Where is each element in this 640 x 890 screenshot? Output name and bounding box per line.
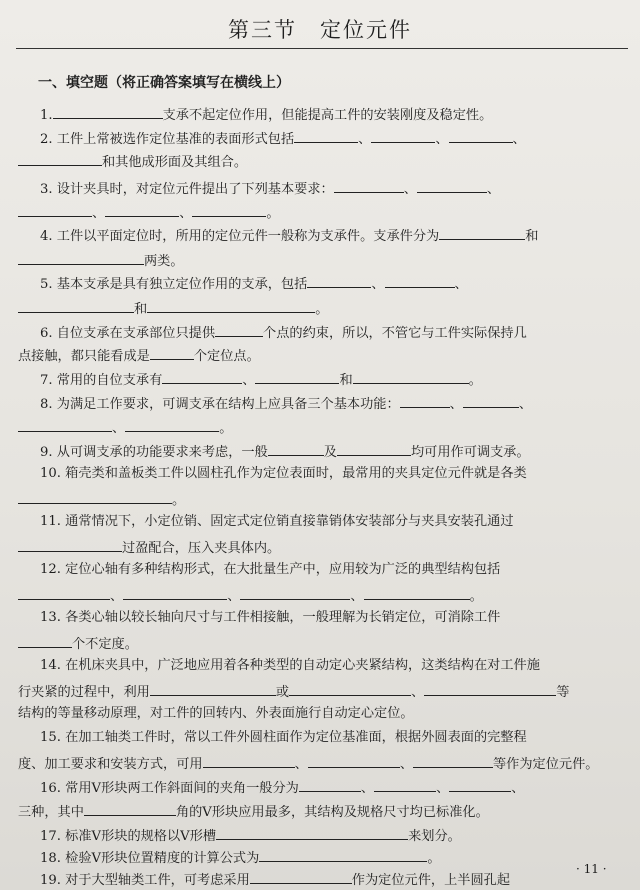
- question-text: 15. 在加工轴类工件时，常以工件外圆柱面作为定位基准面，根据外圆表面的完整程: [40, 730, 527, 745]
- answer-blank[interactable]: [289, 680, 411, 696]
- question-text: 、: [512, 132, 526, 147]
- question-line: [18, 201, 280, 224]
- answer-blank[interactable]: [255, 368, 339, 384]
- question-line: [40, 824, 461, 847]
- question-line: [40, 177, 500, 200]
- question-text: 个定位点。: [193, 349, 260, 364]
- answer-blank[interactable]: [337, 440, 411, 456]
- answer-blank[interactable]: [147, 297, 315, 313]
- question-text: 、: [399, 757, 413, 772]
- answer-blank[interactable]: [385, 272, 455, 288]
- question-text: 5. 基本支承是具有独立定位作用的支承，包括: [40, 277, 308, 292]
- answer-blank[interactable]: [294, 127, 358, 143]
- question-text: 、: [112, 421, 126, 436]
- question-line: [18, 800, 489, 823]
- question-text: 和: [339, 373, 353, 388]
- question-line: [40, 103, 492, 126]
- question-line: [18, 344, 260, 367]
- answer-blank[interactable]: [413, 752, 493, 768]
- answer-blank[interactable]: [215, 321, 263, 337]
- question-text: 、: [179, 206, 193, 221]
- question-text: 作为定位元件，上半圆孔起: [351, 873, 511, 888]
- question-text: 角的V形块应用最多，其结构及规格尺寸均已标准化。: [175, 805, 489, 820]
- question-text: 、: [242, 373, 256, 388]
- question-text: 8. 为满足工作要求，可调支承在结构上应具备三个基本功能：: [40, 397, 400, 412]
- question-line: [18, 297, 328, 320]
- question-text: 、: [92, 206, 106, 221]
- answer-blank[interactable]: [353, 368, 469, 384]
- question-line: [18, 416, 232, 439]
- answer-blank[interactable]: [308, 752, 400, 768]
- question-line: [40, 392, 532, 415]
- question-line: [40, 224, 538, 247]
- question-text: 13. 各类心轴以较长轴向尺寸与工件相接触，一般理解为长销定位，可消除工件: [40, 610, 501, 625]
- question-text: 、: [436, 781, 450, 796]
- question-text: 和: [525, 229, 539, 244]
- question-text: 三种，其中: [18, 805, 84, 820]
- answer-blank[interactable]: [417, 177, 487, 193]
- question-line: [40, 272, 468, 295]
- answer-blank[interactable]: [449, 776, 511, 792]
- answer-blank[interactable]: [364, 584, 470, 600]
- section-heading: 一、填空题（将正确答案填写在横线上）: [38, 75, 290, 91]
- question-text: 过盈配合，压入夹具体内。: [122, 541, 281, 556]
- question-text: 、: [350, 589, 364, 604]
- question-text: 7. 常用的自位支承有: [40, 373, 163, 388]
- answer-blank[interactable]: [307, 272, 371, 288]
- question-line: [40, 440, 530, 463]
- question-text: 1.: [40, 108, 53, 123]
- question-text: 17. 标准V形块的规格以V形槽: [40, 829, 217, 844]
- question-text: 来划分。: [408, 829, 461, 844]
- question-text: 、: [511, 781, 525, 796]
- question-text: 19. 对于大型轴类工件，可考虑采用: [40, 873, 250, 888]
- question-line: [18, 249, 184, 272]
- question-text: 度、加工要求和安装方式，可用: [18, 757, 203, 772]
- answer-blank[interactable]: [18, 416, 112, 432]
- answer-blank[interactable]: [299, 776, 361, 792]
- question-text: 。: [172, 493, 186, 508]
- question-text: 、: [110, 589, 124, 604]
- question-text: 和: [134, 302, 148, 317]
- question-line: [18, 536, 280, 559]
- question-text: 、: [360, 781, 375, 796]
- question-text: 结构的等量移动原理，对工件的回转内、外表面施行自动定心定位。: [18, 706, 414, 721]
- question-text: 、: [227, 589, 241, 604]
- question-text: 、: [435, 132, 449, 147]
- answer-blank[interactable]: [371, 127, 435, 143]
- question-text: 4. 工件以平面定位时，所用的定位元件一般称为支承件。支承件分为: [40, 229, 440, 244]
- answer-blank[interactable]: [18, 201, 92, 217]
- answer-blank[interactable]: [18, 584, 110, 600]
- answer-blank[interactable]: [268, 440, 324, 456]
- question-text: 。: [468, 373, 482, 388]
- question-text: 个点的约束，所以，不管它与工件实际保持几: [263, 326, 527, 341]
- answer-blank[interactable]: [449, 127, 513, 143]
- question-text: 等: [556, 685, 570, 700]
- question-line: [40, 321, 527, 344]
- question-line: [18, 632, 138, 655]
- question-text: 、: [486, 182, 501, 197]
- answer-blank[interactable]: [192, 201, 266, 217]
- question-text: 两类。: [144, 254, 184, 269]
- question-text: 、: [454, 277, 468, 292]
- question-text: 。: [219, 421, 233, 436]
- answer-blank[interactable]: [334, 177, 404, 193]
- question-line: [18, 584, 483, 607]
- answer-blank[interactable]: [18, 249, 144, 265]
- question-text: 2. 工件上常被选作定位基准的表面形式包括: [40, 132, 295, 147]
- question-text: 点接触，都只能看成是: [18, 349, 150, 364]
- question-text: 和其他成形面及其组合。: [102, 155, 248, 170]
- question-text: 。: [469, 589, 483, 604]
- answer-blank[interactable]: [203, 752, 295, 768]
- title-underline: [16, 48, 628, 49]
- question-text: 。: [266, 206, 280, 221]
- question-text: 。: [427, 851, 441, 866]
- question-line: [40, 656, 540, 676]
- question-line: [18, 752, 599, 775]
- answer-blank[interactable]: [424, 680, 556, 696]
- answer-blank[interactable]: [374, 776, 436, 792]
- question-text: 、: [449, 397, 463, 412]
- question-text: 9. 从可调支承的功能要求来考虑，一般: [40, 445, 268, 460]
- question-text: 、: [371, 277, 385, 292]
- question-line: [18, 704, 414, 724]
- question-line: [40, 368, 482, 391]
- answer-blank[interactable]: [18, 536, 122, 552]
- answer-blank[interactable]: [18, 297, 134, 313]
- answer-blank[interactable]: [439, 224, 525, 240]
- answer-blank[interactable]: [105, 201, 179, 217]
- question-line: [40, 127, 526, 150]
- question-line: [40, 868, 510, 890]
- question-line: [18, 488, 185, 511]
- question-line: [40, 560, 500, 580]
- question-text: 、: [294, 757, 308, 772]
- question-line: [40, 464, 527, 484]
- answer-blank[interactable]: [240, 584, 350, 600]
- answer-blank[interactable]: [84, 800, 176, 816]
- question-text: 均可用作可调支承。: [410, 445, 530, 460]
- question-text: 。: [315, 302, 329, 317]
- question-text: 、: [403, 182, 417, 197]
- question-text: 10. 箱壳类和盖板类工件以圆柱孔作为定位表面时，最常用的夹具定位元件就是各类: [40, 466, 527, 481]
- question-text: 、: [518, 397, 533, 412]
- question-text: 、: [358, 132, 372, 147]
- question-text: 或: [275, 685, 290, 700]
- question-text: 等作为定位元件。: [493, 757, 599, 772]
- answer-blank[interactable]: [18, 150, 102, 166]
- question-text: 行夹紧的过程中，利用: [18, 685, 150, 700]
- answer-blank[interactable]: [150, 680, 276, 696]
- question-line: [18, 680, 569, 703]
- question-text: 3. 设计夹具时，对定位元件提出了下列基本要求：: [40, 182, 334, 197]
- answer-blank[interactable]: [18, 488, 172, 504]
- question-text: 16. 常用V形块两工作斜面间的夹角一般分为: [40, 781, 299, 796]
- answer-blank[interactable]: [463, 392, 519, 408]
- answer-blank[interactable]: [18, 632, 72, 648]
- answer-blank[interactable]: [162, 368, 242, 384]
- question-line: [18, 150, 247, 173]
- answer-blank[interactable]: [123, 584, 227, 600]
- question-text: 14. 在机床夹具中，广泛地应用着各种类型的自动定心夹紧结构，这类结构在对工件施: [40, 658, 540, 673]
- question-text: 个不定度。: [72, 637, 138, 652]
- question-text: 12. 定位心轴有多种结构形式，在大批量生产中，应用较为广泛的典型结构包括: [40, 562, 501, 577]
- answer-blank[interactable]: [150, 344, 194, 360]
- question-line: [40, 776, 524, 799]
- answer-blank[interactable]: [250, 868, 352, 884]
- question-text: 18. 检验V形块位置精度的计算公式为: [40, 851, 260, 866]
- question-line: [40, 846, 441, 869]
- answer-blank[interactable]: [400, 392, 450, 408]
- answer-blank[interactable]: [125, 416, 219, 432]
- question-text: 、: [411, 685, 425, 700]
- page-title: 第三节 定位元件: [228, 18, 412, 42]
- page-number: · 11 ·: [576, 862, 607, 876]
- question-text: 6. 自位支承在支承部位只提供: [40, 326, 216, 341]
- question-text: 及: [323, 445, 337, 460]
- answer-blank[interactable]: [259, 846, 427, 862]
- question-line: [40, 512, 514, 532]
- question-line: [40, 608, 500, 628]
- answer-blank[interactable]: [53, 103, 163, 119]
- question-text: 11. 通常情况下，小定位销、固定式定位销直接靠销体安装部分与夹具安装孔通过: [40, 514, 514, 529]
- answer-blank[interactable]: [216, 824, 408, 840]
- question-text: 支承不起定位作用，但能提高工件的安装刚度及稳定性。: [162, 108, 493, 123]
- question-line: [40, 728, 527, 748]
